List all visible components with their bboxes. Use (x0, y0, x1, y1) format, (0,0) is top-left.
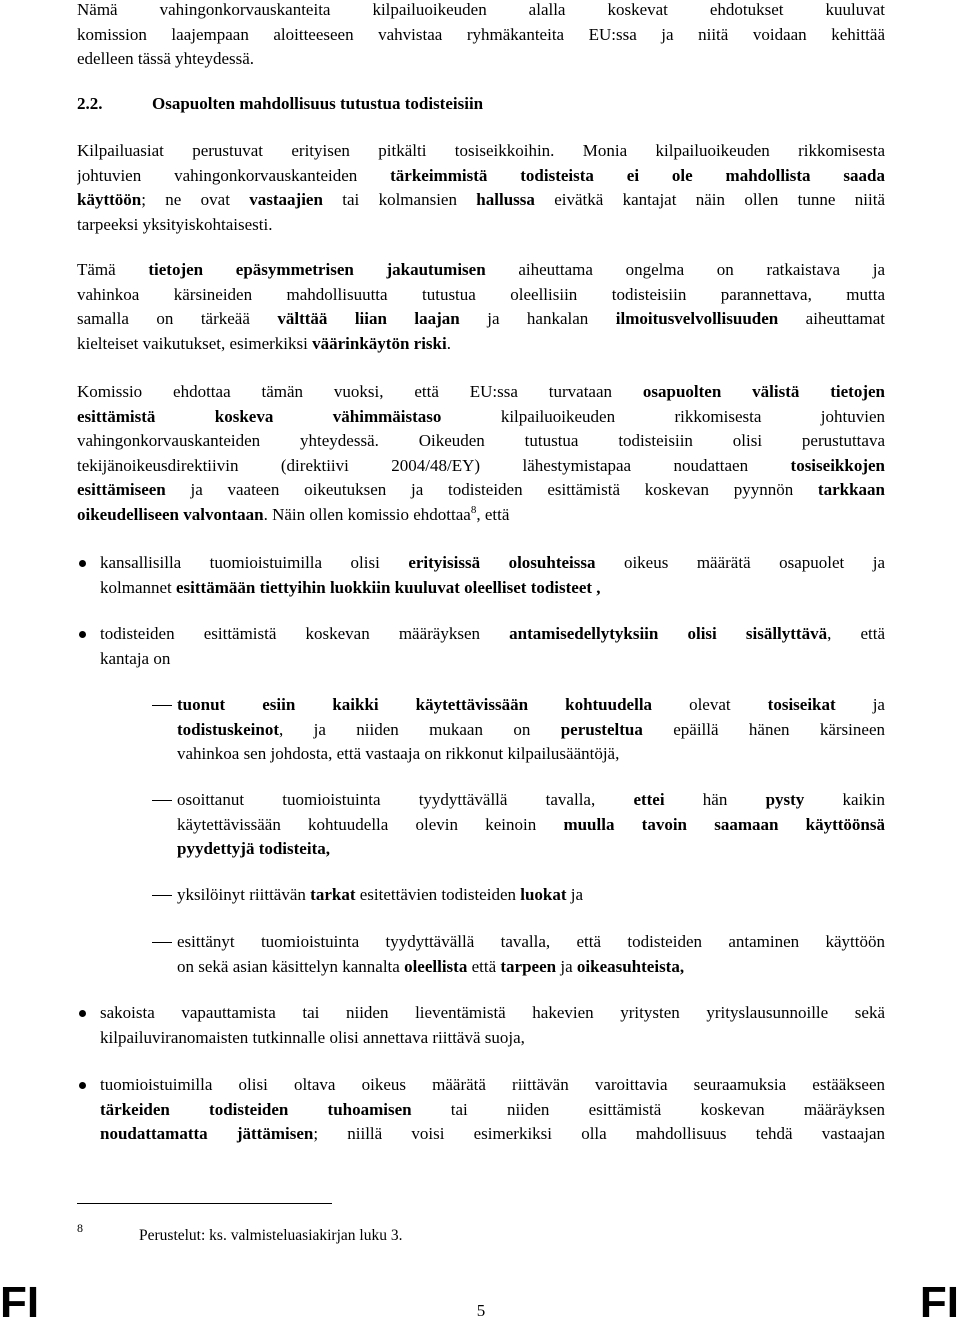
text-run: kilpailuviranomaisten tutkinnalle olisi annettava riittävä suoja, (100, 1027, 525, 1047)
bold-text: pyydettyjä todisteita, (177, 839, 330, 859)
bold-text: ilmoitusvelvollisuuden (615, 309, 779, 329)
text-line (77, 139, 885, 164)
bullet-marker (79, 1010, 86, 1017)
text-run: sakoista vapauttamista tai niiden lieventämistä hakevien yritysten yrityslausunnoille sekä (100, 1003, 885, 1022)
bold-text: esittämään tiettyihin luokkiin kuuluvat oleelliset todisteet , (176, 577, 601, 597)
text-run: esittänyt tuomioistuinta tyydyttävällä tavalla, että todisteiden antaminen käyttöön (177, 932, 885, 951)
text-line (177, 883, 885, 908)
bold-text: tarpeen (500, 956, 557, 976)
text-run: kansallisilla tuomioistuimilla olisi (100, 553, 409, 572)
bold-text: tärkeiden todisteiden tuhoamisen (100, 1099, 412, 1119)
bold-text: pysty (765, 790, 805, 809)
text-line (177, 718, 885, 743)
text-run: edelleen tässä yhteydessä. (77, 49, 255, 69)
footnote-text: Perustelut: ks. valmisteluasiakirjan luku 3. (139, 1227, 403, 1244)
dash-text (177, 693, 885, 767)
text-line (77, 283, 885, 308)
text-run: todisteiden esittämistä koskevan määräyksen (100, 624, 510, 643)
text-run: , että (476, 504, 510, 524)
text-line (177, 955, 885, 980)
text-line (100, 1122, 885, 1147)
text-run: käytettävissään kohtuudella olevin keinoin (177, 814, 564, 834)
bullet-text (100, 1001, 885, 1050)
text-run: aiheuttama ongelma on ratkaistava ja (485, 260, 885, 279)
text-run: tai kolmansien (322, 190, 477, 210)
paragraph-proposal (77, 380, 885, 528)
text-run: kaikin (804, 790, 885, 809)
text-run: Kilpailuasiat perustuvat erityisen pitkälti tosiseikkoihin. Monia kilpailuoikeuden rikkomisesta (77, 141, 885, 160)
bold-text: antamisedellytyksiin olisi sisällyttävä (509, 624, 828, 643)
text-run: ja (556, 956, 577, 976)
bold-text: ettei (633, 790, 665, 809)
text-line (77, 380, 885, 405)
text-line (77, 503, 885, 528)
text-run: ja (835, 695, 885, 714)
dash-marker (152, 895, 172, 896)
bold-text: noudattamatta jättämisen (100, 1124, 314, 1144)
dash-text (177, 883, 885, 908)
page-number: 5 (476, 1301, 486, 1320)
text-line (100, 576, 885, 601)
text-run: ; ne ovat (141, 190, 250, 210)
text-line (77, 332, 885, 357)
text-run: yksilöinyt riittävän (177, 885, 311, 904)
bold-text: tosiseikkojen (790, 455, 885, 475)
bold-text: tietojen epäsymmetrisen jakautumisen (148, 260, 486, 279)
text-run: tarpeeksi yksityiskohtaisesti. (77, 214, 273, 234)
text-run: Komissio ehdottaa tämän vuoksi, että EU:ssa turvataan (77, 382, 643, 401)
text-run: esitettävien todisteiden (355, 885, 521, 904)
footnote-rule (77, 1203, 332, 1204)
bullet-item (77, 551, 885, 600)
text-run: epäillä hänen kärsineen (642, 719, 885, 739)
text-line (77, 478, 885, 503)
bold-text: tärkeimmistä todisteista ei ole mahdollista saada (390, 165, 885, 185)
text-run: että (467, 956, 501, 976)
bold-text: vastaajien (249, 190, 323, 210)
text-run: vahingonkorvauskanteiden yhteydessä. Oikeuden tutustua todisteisiin olisi perustuttava (77, 431, 885, 451)
text-line (177, 813, 885, 838)
text-run: kantaja on (100, 648, 171, 668)
text-line (100, 1001, 885, 1026)
text-line (100, 1026, 885, 1051)
dash-marker (152, 942, 172, 943)
bold-text: tarkkaan (817, 480, 885, 500)
text-run: johtuvien vahingonkorvauskanteiden (77, 165, 391, 185)
text-run: , että (827, 624, 885, 643)
text-line (100, 551, 885, 576)
bold-text: tuonut esiin kaikki käytettävissään kohtuudella (177, 695, 653, 714)
text-run: kolmannet (100, 577, 177, 597)
text-run: ja (566, 885, 584, 904)
text-line (77, 47, 885, 72)
bold-text: oikeasuhteista, (576, 956, 685, 976)
text-line (177, 742, 885, 767)
bold-text: käyttöön (77, 190, 142, 210)
dash-item (152, 693, 885, 767)
bullet-marker (79, 1082, 86, 1089)
text-run: . Näin ollen komissio ehdottaa (263, 504, 471, 524)
bullet-item (77, 1001, 885, 1050)
dash-text (177, 788, 885, 862)
text-line (77, 213, 885, 238)
text-run: kielteiset vaikutukset, esimerkiksi (77, 333, 313, 353)
text-run: Tämä (77, 260, 149, 279)
bold-text: välttää liian laajan (277, 309, 460, 329)
bold-text: erityisissä olosuhteissa (408, 553, 596, 572)
bold-text: muulla tavoin saamaan käyttöönsä (563, 814, 885, 834)
text-run: samalla on tärkeää (77, 309, 278, 329)
text-line (177, 693, 885, 718)
text-run: olevat (652, 695, 768, 714)
text-run: ja hankalan (459, 309, 616, 329)
section-heading (77, 91, 885, 116)
paragraph-asymmetry (77, 258, 885, 356)
text-line (77, 454, 885, 479)
text-line (100, 1098, 885, 1123)
dash-text (177, 930, 885, 979)
paragraph-facts (77, 139, 885, 237)
bullet-item (77, 622, 885, 671)
bold-text: hallussa (476, 190, 535, 210)
bullet-marker (79, 560, 86, 567)
text-run: tai niiden esittämistä koskevan määräyksen (411, 1099, 885, 1119)
bold-text: tosiseikat (767, 695, 836, 714)
text-line (100, 647, 885, 672)
text-line (77, 429, 885, 454)
dash-item (152, 788, 885, 862)
bullet-marker (79, 631, 86, 638)
bold-text: väärinkäytön riski (312, 333, 447, 353)
text-run: vahinkoa kärsineiden mahdollisuutta tutustua oleellisiin todisteisiin parannettava, mutta (77, 284, 885, 304)
bold-text: esittämiseen (77, 480, 166, 500)
text-run: komission laajempaan aloitteeseen vahvistaa ryhmäkanteita EU:ssa ja niitä voidaan kehittää (77, 24, 885, 44)
text-run: . (446, 333, 451, 353)
footer-language-left: FI (0, 1278, 40, 1327)
dash-marker (152, 705, 172, 706)
dash-marker (152, 800, 172, 801)
paragraph-intro (77, 0, 885, 72)
section-number: 2.2. (77, 94, 103, 113)
bold-text: oikeudelliseen valvontaan (77, 504, 264, 524)
text-run: vahinkoa sen johdosta, että vastaaja on rikkonut kilpailusääntöjä, (177, 744, 620, 764)
text-line (77, 405, 885, 430)
text-run: tuomioistuimilla olisi oltava oikeus määrätä riittävän varoittavia seuraamuksia estääkseen (100, 1075, 885, 1094)
text-run: hän (664, 790, 766, 809)
text-line (77, 0, 885, 23)
bullet-text (100, 1073, 885, 1147)
text-run: kilpailuoikeuden rikkomisesta johtuvien (441, 406, 885, 426)
bold-text: luokat (520, 885, 567, 904)
text-line (177, 788, 885, 813)
text-line (77, 188, 885, 213)
text-run: , ja niiden mukaan on (279, 719, 561, 739)
text-run: tekijänoikeusdirektiivin (direktiivi 2004/48/EY) lähestymistapaa noudattaen (77, 455, 791, 475)
text-run: Nämä vahingonkorvauskanteita kilpailuoikeuden alalla koskevat ehdotukset kuuluvat (77, 0, 885, 19)
text-run: eivätkä kantajat näin ollen tunne niitä (534, 190, 885, 210)
bold-text: oleellista (404, 956, 468, 976)
text-run: oikeus määrätä osapuolet ja (595, 553, 885, 572)
bold-text: perusteltua (560, 719, 643, 739)
text-run: aiheuttamat (778, 309, 885, 329)
text-line (177, 930, 885, 955)
text-run: ja vaateen oikeutuksen ja todisteiden esittämistä koskevan pyynnön (165, 480, 818, 500)
text-line (100, 622, 885, 647)
bullet-text (100, 622, 885, 671)
text-line (77, 258, 885, 283)
text-run: on sekä asian käsittelyn kannalta (177, 956, 405, 976)
bullet-item (77, 1073, 885, 1147)
text-line (77, 23, 885, 48)
dash-item (152, 883, 885, 908)
bold-text: tarkat (310, 885, 356, 904)
footer-language-right: FI (919, 1278, 959, 1327)
bullet-text (100, 551, 885, 600)
text-line (77, 164, 885, 189)
bold-text: todistuskeinot (177, 719, 280, 739)
footnote-number: 8 (77, 1221, 83, 1235)
dash-item (152, 930, 885, 979)
text-line (100, 1073, 885, 1098)
bold-text: osapuolten välistä tietojen (642, 382, 885, 401)
text-line (77, 307, 885, 332)
text-line (177, 837, 885, 862)
text-run: ; niillä voisi esimerkiksi olla mahdollisuus tehdä vastaajan (313, 1124, 885, 1144)
footnote-reference: 8 (470, 503, 477, 516)
text-run: osoittanut tuomioistuinta tyydyttävällä tavalla, (177, 790, 634, 809)
bold-text: esittämistä koskeva vähimmäistaso (77, 406, 442, 426)
section-title: Osapuolten mahdollisuus tutustua todisteisiin (152, 94, 484, 113)
